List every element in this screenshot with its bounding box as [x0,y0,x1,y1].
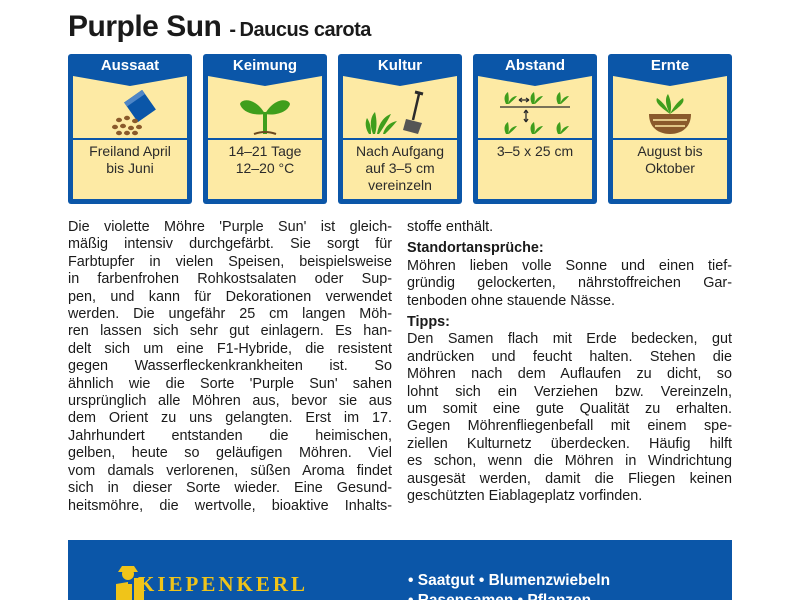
latin-name: Daucus carota [239,19,371,41]
description-continuation: stoffe enthält. [407,219,494,235]
panel-text: 14–21 Tage 12–20 °C [228,143,302,176]
panel-heading: Abstand [505,57,565,74]
sprout-icon [230,90,300,136]
title-separator: - [229,19,236,41]
category-line: • Saatgut • Blumenzwiebeln [408,572,611,589]
panel-heading: Aussaat [100,57,160,74]
panel-keimung [203,54,327,204]
spacing-arrows-icon [480,90,590,136]
category-line: • Rasensamen • Pflanzen [408,592,592,609]
brand-name: KIEPENKERL [138,572,309,596]
panel-ernte [608,54,732,204]
panel-text: Nach Aufgang auf 3–5 cm vereinzeln [356,143,444,193]
description-column-left: Die violette Möhre 'Purple Sun' ist gleich- mäßig intensiv durchgefärbt. Sie sorgt für Farbtupfer in vielen Speisen, beispielsweise in farbenfrohen Rohkostsalaten oder Sup- pen, und kann für Dekorationen verwendet werden. Die ungefähr 25 cm langen Möh- ren lassen sich sehr gut einlagern. Es han- delt sich um eine F1-Hybride, die resistent gegen Wasserfleckenkrankheiten ist. So ähnlich wie die Sorte 'Purple Sun' sahen ursprünglich alle Möhren aus, bevor sie aus dem Orient zu uns gelangten. Erst im 17. Jahrhundert entstanden die heimischen, gelben, heute so geläufigen Möhren. Viel vom damals verlorenen, süßen Aroma findet sich in dieser Sorte wieder. Eine Gesund- heitsmöhre, die wertvolle, bioaktive Inhalts- [68,219,392,514]
description-column-right: stoffe enthält. Standortansprüche: Möhren lieben volle Sonne und einen tief- gründig gelockerten, nährstoffreichen Gar- tenboden ohne stauende Nässe. Tipps: Den Samen flach mit Erde bedecken, gut andrücken und feucht halten. Stehen die Möhren nach dem Auflaufen zu dicht, so lohnt sich ein Verziehen bzw. Vereinzeln, um somit eine gute Qualität zu erhalten. Gegen Möhrenfliegenbefall mit einem spe- ziellen Kulturnetz überdecken. Häufig hilft es schon, wenn die Möhren in Windrichtung ausgesät werden, damit die Fliegen keinen geschützten Eiablageplatz vorfinden. [407,219,732,505]
product-title [68,10,371,44]
cultivation-info-panels [68,54,732,204]
panel-abstand [473,54,597,204]
product-categories [408,571,610,611]
panel-text: Freiland April bis Juni [89,143,171,176]
seed-packet-icon [95,90,165,136]
plant-spade-icon [365,90,435,136]
product-name: Purple Sun [68,10,222,43]
standort-heading: Standortansprüche: [407,240,544,257]
panel-heading: Kultur [377,57,423,74]
panel-text: August bis Oktober [637,143,703,176]
panel-kultur [338,54,462,204]
panel-text: 3–5 x 25 cm [496,143,574,159]
panel-aussaat [68,54,192,204]
harvest-bowl-icon [635,90,705,136]
panel-heading: Ernte [650,57,690,74]
tipps-heading: Tipps: [407,314,450,331]
panel-heading: Keimung [232,57,298,74]
brand-footer [68,540,732,609]
